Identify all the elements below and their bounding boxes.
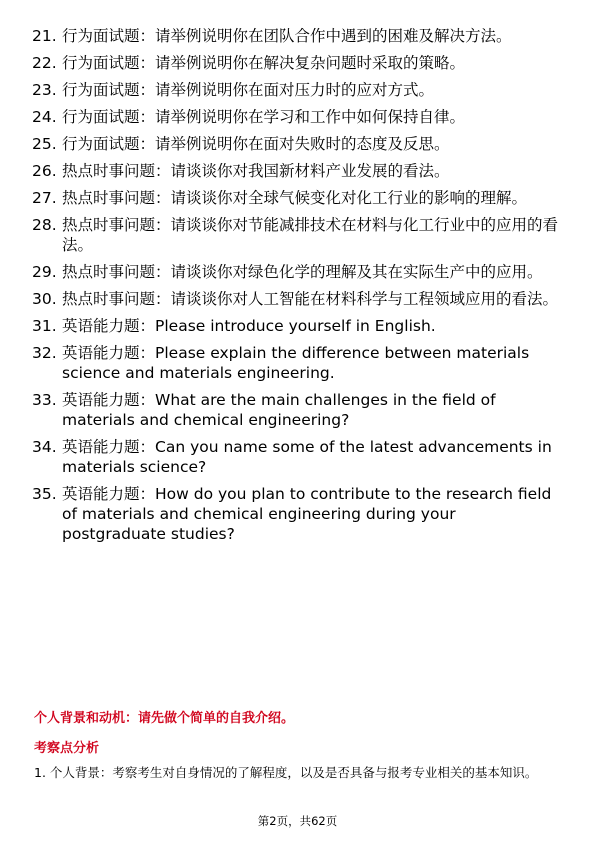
question-number: 22. bbox=[32, 54, 57, 72]
question-text: 英语能力题：Please introduce yourself in English. bbox=[62, 317, 436, 335]
section-heading: 个人背景和动机：请先做个简单的自我介绍。 bbox=[34, 711, 295, 726]
question-number: 24. bbox=[32, 108, 57, 126]
question-item bbox=[32, 107, 562, 127]
question-item bbox=[32, 188, 562, 208]
question-item bbox=[32, 161, 562, 181]
question-number: 31. bbox=[32, 317, 57, 335]
question-item bbox=[32, 484, 562, 544]
question-number: 35. bbox=[32, 485, 57, 503]
question-number: 21. bbox=[32, 27, 57, 45]
question-number: 27. bbox=[32, 189, 57, 207]
question-text: 热点时事问题：请谈谈你对全球气候变化对化工行业的影响的理解。 bbox=[62, 189, 528, 207]
question-number: 32. bbox=[32, 344, 57, 362]
question-item bbox=[32, 53, 562, 73]
page-footer: 第2页，共62页 bbox=[257, 814, 338, 828]
question-number: 29. bbox=[32, 263, 57, 281]
question-item bbox=[32, 80, 562, 100]
question-text: 行为面试题：请举例说明你在解决复杂问题时采取的策略。 bbox=[62, 54, 466, 72]
question-text: 行为面试题：请举例说明你在面对失败时的态度及反思。 bbox=[62, 135, 450, 153]
question-item bbox=[32, 262, 562, 282]
question-text: 行为面试题：请举例说明你在学习和工作中如何保持自律。 bbox=[62, 108, 466, 126]
question-text: 热点时事问题：请谈谈你对我国新材料产业发展的看法。 bbox=[62, 162, 450, 180]
question-item bbox=[32, 437, 562, 477]
question-item bbox=[32, 215, 562, 255]
question-number: 23. bbox=[32, 81, 57, 99]
question-text: 热点时事问题：请谈谈你对绿色化学的理解及其在实际生产中的应用。 bbox=[62, 263, 543, 281]
analysis-text: 1. 个人背景：考察考生对自身情况的了解程度，以及是否具备与报考专业相关的基本知识。 bbox=[34, 765, 538, 780]
question-item bbox=[32, 134, 562, 154]
question-number: 30. bbox=[32, 290, 57, 308]
analysis-heading: 考察点分析 bbox=[34, 741, 100, 756]
question-text: 行为面试题：请举例说明你在面对压力时的应对方式。 bbox=[62, 81, 435, 99]
question-text: 热点时事问题：请谈谈你对节能减排技术在材料与化工行业中的应用的看法。 bbox=[62, 216, 559, 254]
question-number: 34. bbox=[32, 438, 57, 456]
question-item bbox=[32, 390, 562, 430]
question-list bbox=[32, 26, 562, 551]
question-item bbox=[32, 289, 562, 309]
question-number: 26. bbox=[32, 162, 57, 180]
question-item bbox=[32, 343, 562, 383]
question-number: 25. bbox=[32, 135, 57, 153]
question-number: 33. bbox=[32, 391, 57, 409]
question-item bbox=[32, 26, 562, 46]
question-number: 28. bbox=[32, 216, 57, 234]
question-text: 英语能力题：Please explain the difference between materials science and materials engineering. bbox=[62, 344, 530, 382]
question-text: 英语能力题：How do you plan to contribute to the research field of materials and chemical engineering during your postgraduate studies? bbox=[62, 485, 552, 543]
question-text: 英语能力题：What are the main challenges in the field of materials and chemical engineering? bbox=[62, 391, 496, 429]
question-text: 行为面试题：请举例说明你在团队合作中遇到的困难及解决方法。 bbox=[62, 27, 512, 45]
question-text: 热点时事问题：请谈谈你对人工智能在材料科学与工程领域应用的看法。 bbox=[62, 290, 559, 308]
question-item bbox=[32, 316, 562, 336]
question-text: 英语能力题：Can you name some of the latest advancements in materials science? bbox=[62, 438, 552, 476]
